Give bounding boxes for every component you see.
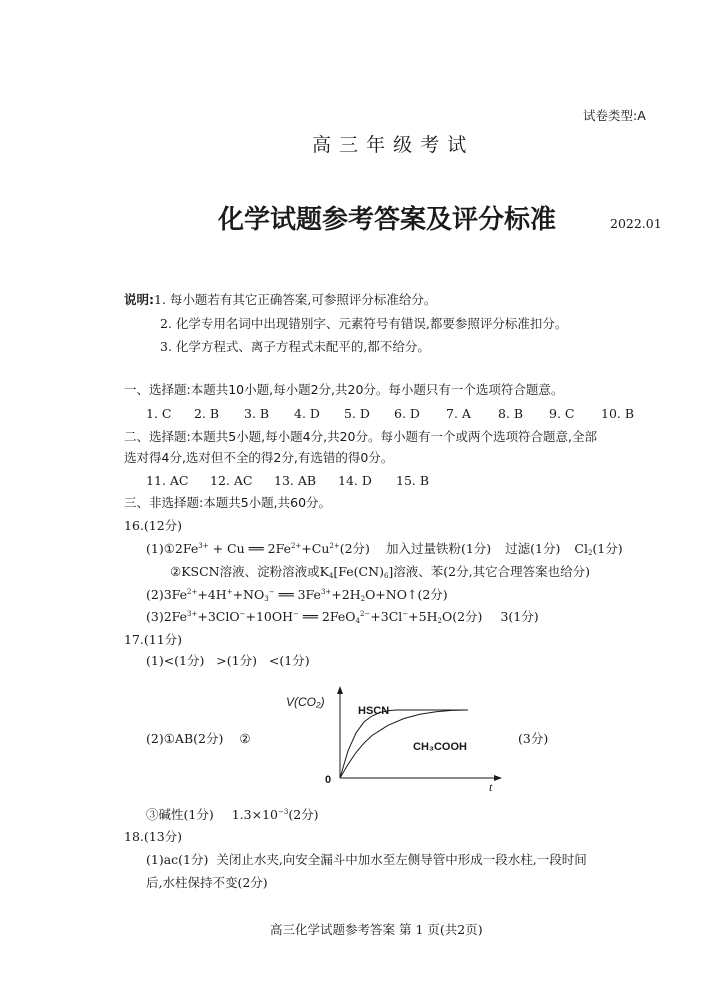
q16-eq-b: + Cu ══ 2Fe: [208, 541, 291, 556]
eq: O+NO↑(2分): [365, 587, 448, 602]
q16-reagents: ②KSCN溶液、淀粉溶液或K: [170, 564, 329, 579]
answer-10: 10. B: [601, 406, 635, 421]
series-label-hscn: HSCN: [358, 705, 390, 717]
subscript: 2: [360, 595, 366, 603]
eq: (2)3Fe: [146, 587, 188, 602]
section1-heading: 一、选择题:本题共10小题,每小题2分,共20分。每小题只有一个选项符合题意。: [124, 382, 564, 397]
q17-value: 1.3×10: [231, 807, 278, 822]
answer-5: 5. D: [344, 406, 370, 421]
score: (2分): [288, 807, 319, 822]
subscript: 4: [355, 617, 360, 625]
charge: 2+: [329, 542, 340, 550]
charge: −: [239, 610, 246, 618]
page-title: 化学试题参考答案及评分标准: [218, 205, 557, 235]
eq: +4H: [197, 587, 227, 602]
q16-eq-c: +Cu: [301, 541, 330, 556]
q16-part1-line1: [146, 543, 623, 556]
eq: +10OH: [245, 609, 294, 624]
q16-reagents-rest: ]溶液、苯(2分,其它合理答案也给分): [388, 564, 590, 579]
charge: −: [402, 610, 409, 618]
answer-11: 11. AC: [146, 473, 189, 488]
answer-14: 14. D: [338, 473, 372, 488]
score: (1分): [592, 541, 623, 556]
score: (2分): [339, 541, 370, 556]
subscript: 4: [328, 572, 334, 580]
q16-part3: [146, 611, 539, 624]
notes-line-1: [124, 294, 436, 307]
x-axis-label: t: [489, 780, 493, 794]
eq: +5H: [408, 609, 438, 624]
q16-header: 16.(12分): [124, 518, 183, 533]
exam-name: 高 三 年 级 考 试: [312, 134, 468, 156]
answer-12: 12. AC: [210, 473, 253, 488]
q17-part3: [146, 809, 319, 822]
score: 3(1分): [500, 609, 539, 624]
q16-part2: [146, 589, 448, 602]
subscript: 3: [264, 595, 269, 603]
section2-heading-line2: 选对得4分,选对但不全的得2分,有选错的得0分。: [124, 450, 394, 465]
note-item-2: 2. 化学专用名词中出现错别字、元素符号有错误,都要参照评分标准扣分。: [160, 316, 568, 331]
paper-type: 试卷类型:A: [583, 108, 646, 123]
note-item-1: 1. 每小题若有其它正确答案,可参照评分标准给分。: [154, 292, 437, 307]
charge: 3+: [320, 588, 332, 596]
q17-circle-2: ②: [239, 731, 251, 746]
subscript: 6: [383, 572, 389, 580]
section1-answers: [146, 408, 634, 421]
eq: ══ 2FeO: [298, 609, 356, 624]
q18-part1-line2: 后,水柱保持不变(2分): [146, 875, 268, 890]
q18-part1-line1: (1)ac(1分) 关闭止水夹,向安全漏斗中加水至左侧导管中形成一段水柱,一段时间: [146, 852, 587, 867]
y-axis-arrow: [337, 686, 343, 694]
charge: −: [293, 610, 299, 618]
section2-heading-line1: 二、选择题:本题共5小题,每小题4分,共20分。每小题有一个或两个选项符合题意,全部: [124, 429, 597, 444]
section2-answers: [146, 475, 429, 488]
reaction-rate-graph: [286, 682, 510, 802]
answer-2: 2. B: [194, 406, 220, 421]
q17-ab: (2)①AB(2分): [146, 731, 224, 746]
charge: 2+: [290, 542, 302, 550]
subscript: 2: [437, 617, 442, 625]
eq: +3Cl: [370, 609, 403, 624]
eq: +3ClO: [197, 609, 240, 624]
answer-9: 9. C: [549, 406, 575, 421]
answer-15: 15. B: [396, 473, 430, 488]
note-item-3: 3. 化学方程式、离子方程式未配平的,都不给分。: [160, 339, 430, 354]
eq: O(2分): [441, 609, 483, 624]
eq: +2H: [331, 587, 361, 602]
charge: 2−: [359, 610, 371, 618]
q18-header: 18.(13分): [124, 829, 183, 844]
q17-part1: (1)<(1分) >(1分) <(1分): [146, 653, 310, 668]
q16-cl: Cl: [574, 541, 588, 556]
q17-header: 17.(11分): [124, 632, 183, 647]
origin-label: 0: [325, 774, 332, 786]
q17-basic: ③碱性(1分): [146, 807, 214, 822]
charge: +: [226, 588, 233, 596]
exponent: −3: [277, 808, 289, 816]
exam-date: 2022.01: [610, 216, 662, 231]
answer-13: 13. AB: [274, 473, 317, 488]
answer-1: 1. C: [146, 406, 172, 421]
series-label-ch3cooh: CH₃COOH: [413, 741, 467, 753]
answer-6: 6. D: [394, 406, 420, 421]
q16-filter: 过滤(1分): [505, 541, 561, 556]
subscript: 2: [587, 549, 593, 557]
charge: 3+: [198, 542, 209, 550]
answer-8: 8. B: [498, 406, 524, 421]
q16-reagent: 加入过量铁粉(1分): [385, 541, 492, 556]
charge: 2+: [187, 588, 198, 596]
q16-part1-line2: [170, 566, 590, 579]
y-axis-label: V(CO₂): [286, 695, 325, 709]
answer-4: 4. D: [294, 406, 320, 421]
q17-part2-label: [146, 733, 251, 746]
notes-label: 说明:: [124, 292, 154, 307]
answer-3: 3. B: [244, 406, 270, 421]
x-axis-arrow: [494, 775, 502, 781]
q16-eq-a: (1)①2Fe: [146, 541, 199, 556]
page-footer: 高三化学试题参考答案 第 1 页(共2页): [270, 922, 483, 937]
eq: (3)2Fe: [146, 609, 188, 624]
answer-7: 7. A: [446, 406, 471, 421]
charge: −: [268, 588, 275, 596]
section3-heading: 三、非选择题:本题共5小题,共60分。: [124, 495, 332, 510]
charge: 3+: [187, 610, 198, 618]
eq: ══ 3Fe: [274, 587, 321, 602]
q17-graph-score: (3分): [518, 731, 549, 746]
eq: +NO: [232, 587, 265, 602]
q16-fe-cn: [Fe(CN): [333, 564, 384, 579]
